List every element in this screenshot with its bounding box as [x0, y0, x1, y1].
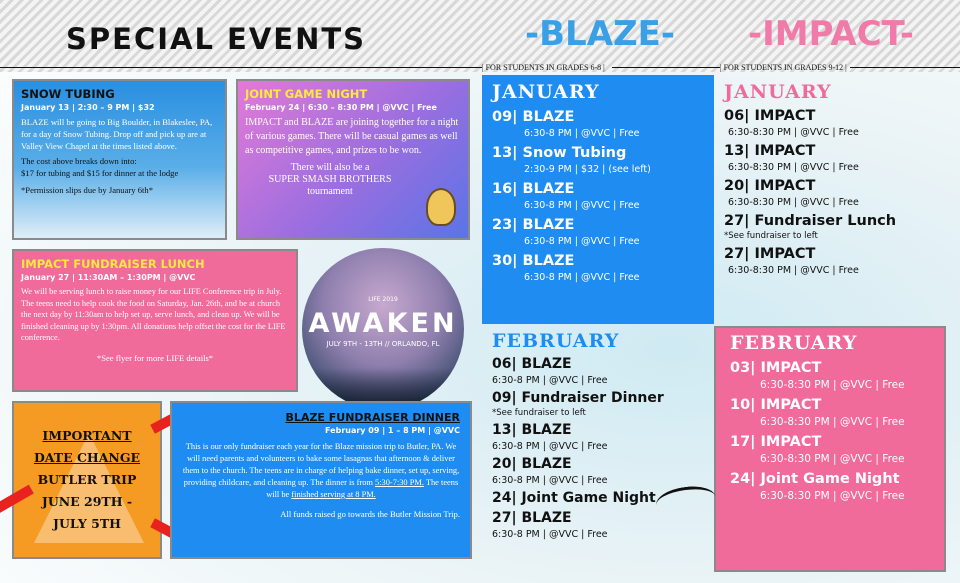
joint-text4: tournament: [307, 186, 353, 197]
event-name: 06| IMPACT: [724, 108, 816, 124]
snow-title: SNOW TUBING: [21, 87, 115, 101]
snow-cost2: $17 for tubing and $15 for dinner at the lodge: [21, 168, 179, 178]
impact-feb-list: [730, 360, 930, 502]
event-name: 24| Joint Game Night: [730, 471, 900, 487]
event-detail: 6:30-8 PM | @VVC | Free: [524, 128, 640, 139]
dinner-text2: The teens will be: [266, 478, 459, 499]
event-detail: 6:30-8 PM | @VVC | Free: [524, 200, 640, 211]
dinner-finished: finished serving at 8 PM.: [291, 490, 376, 499]
event-name: 17| IMPACT: [730, 434, 822, 450]
event-name: 06| BLAZE: [492, 356, 572, 372]
blaze-jan-list: [492, 109, 704, 283]
impact-lunch-box: [12, 249, 298, 392]
event-detail: 6:30-8 PM | @VVC | Free: [524, 236, 640, 247]
divider-line: [0, 67, 482, 68]
event-detail: 6:30-8:30 PM | @VVC | Free: [728, 197, 859, 208]
event-name: 16| BLAZE: [492, 181, 575, 197]
joint-game-night-box: [236, 79, 470, 240]
awaken-title: AWAKEN: [308, 308, 458, 339]
event-name: 13| Snow Tubing: [492, 145, 627, 161]
joint-meta: February 24 | 6:30 – 8:30 PM | @VVC | Free: [245, 103, 437, 112]
event-name: 10| IMPACT: [730, 397, 822, 413]
event-name: 27| Fundraiser Lunch: [724, 213, 897, 229]
event-name: 09| BLAZE: [492, 109, 575, 125]
event-detail: 6:30-8:30 PM | @VVC | Free: [728, 162, 859, 173]
joint-text3: SUPER SMASH BROTHERS: [268, 174, 392, 185]
awaken-sub: JULY 9TH - 13TH // ORLANDO, FL: [326, 340, 440, 348]
event-detail: 6:30-8 PM | @VVC | Free: [492, 441, 608, 452]
lunch-text: We will be serving lunch to raise money for our LIFE Conference trip in July. The teens need to help cook the food on Saturday, Jan. 26th, and be at church the next day by 11:30am to help set up, serve lunch, and clean up. We will be finished cleaning up by 1:30pm. All donations help offset the cost for the LIFE conference.: [21, 287, 286, 343]
dinner-paragraph: [182, 441, 460, 501]
joint-title: JOINT GAME NIGHT: [245, 87, 368, 101]
event-name: 30| BLAZE: [492, 253, 575, 269]
event-note: *See fundraiser to left: [492, 408, 586, 418]
impact-jan-month: JANUARY: [724, 81, 832, 103]
awaken-small: LIFE 2019: [368, 296, 398, 303]
event-detail: 6:30-8:30 PM | @VVC | Free: [728, 265, 859, 276]
page-title: SPECIAL EVENTS: [66, 22, 367, 56]
awaken-logo: [302, 248, 464, 410]
dinner-time: 5:30-7:30 PM.: [375, 478, 424, 487]
important-l4: JUNE 29TH -: [41, 494, 133, 509]
snow-text: BLAZE will be going to Big Boulder, in Blakeslee, PA, for a day of Snow Tubing. Drop off and pick up are at Valley View Chapel at the times listed above.: [21, 117, 213, 151]
divider-line: [850, 67, 960, 68]
event-detail: 6:30-8:30 PM | @VVC | Free: [760, 453, 905, 465]
event-detail: 6:30-8 PM | @VVC | Free: [492, 529, 608, 540]
blaze-january-box: [482, 75, 714, 324]
important-l5: JULY 5TH: [53, 516, 121, 531]
important-box: [12, 401, 162, 559]
event-name: 27| IMPACT: [724, 246, 816, 262]
event-note: *See fundraiser to left: [724, 231, 818, 241]
game-character-icon: [426, 188, 456, 226]
event-name: 13| BLAZE: [492, 422, 572, 438]
event-name: 09| Fundraiser Dinner: [492, 390, 664, 406]
event-detail: 6:30-8 PM | @VVC | Free: [524, 272, 640, 283]
dinner-footer: All funds raised go towards the Butler Mission Trip.: [280, 509, 460, 519]
important-l2: DATE CHANGE: [33, 450, 141, 465]
dinner-meta: February 09 | 1 – 8 PM | @VVC: [325, 426, 460, 435]
blaze-dinner-box: [170, 401, 472, 559]
event-detail: 6:30-8 PM | @VVC | Free: [492, 375, 608, 386]
blaze-february-box: [482, 326, 714, 574]
blaze-feb-month: FEBRUARY: [492, 330, 620, 352]
snow-permission: *Permission slips due by January 6th*: [21, 185, 154, 195]
blaze-jan-month: JANUARY: [492, 81, 600, 103]
dinner-title: BLAZE FUNDRAISER DINNER: [285, 411, 460, 424]
event-name: 03| IMPACT: [730, 360, 822, 376]
event-detail: 6:30-8:30 PM | @VVC | Free: [728, 127, 859, 138]
important-l3: BUTLER TRIP: [37, 472, 137, 487]
snow-tubing-box: [12, 79, 227, 240]
event-name: 24| Joint Game Night: [492, 490, 656, 506]
blaze-grades: | FOR STUDENTS IN GRADES 6-8 |: [482, 63, 605, 72]
blaze-heading: -BLAZE-: [525, 14, 675, 54]
lunch-title: IMPACT FUNDRAISER LUNCH: [21, 257, 205, 271]
event-detail: 6:30-8:30 PM | @VVC | Free: [760, 490, 905, 502]
event-name: 20| IMPACT: [724, 178, 816, 194]
dinner-text1: This is our only fundraiser each year for the Blaze mission trip to Butler, PA. We will need parents and volunteers to bake some lasagnas that afternoon & deliver them to the church. The teens are in charge of helping bake dinner, set up, serving, providing childcare, and cleaning up. The dinner is from: [182, 442, 460, 487]
event-name: 20| BLAZE: [492, 456, 572, 472]
event-name: 23| BLAZE: [492, 217, 575, 233]
impact-grades: | FOR STUDENTS IN GRADES 9-12 |: [720, 63, 847, 72]
impact-feb-month: FEBRUARY: [730, 332, 858, 354]
joint-text: IMPACT and BLAZE are joining together for a night of various games. There will be casual games as well as competitive games, and prizes to be won.: [245, 117, 459, 156]
event-name: 13| IMPACT: [724, 143, 816, 159]
event-detail: 2:30-9 PM | $32 | (see left): [524, 164, 651, 175]
important-l1: IMPORTANT: [42, 428, 132, 443]
event-detail: 6:30-8 PM | @VVC | Free: [492, 475, 608, 486]
impact-february-box: [714, 326, 946, 572]
event-detail: 6:30-8:30 PM | @VVC | Free: [760, 416, 905, 428]
impact-january-box: [714, 75, 950, 324]
event-detail: 6:30-8:30 PM | @VVC | Free: [760, 379, 905, 391]
snow-cost1: The cost above breaks down into:: [21, 156, 137, 166]
impact-heading: -IMPACT-: [748, 14, 914, 54]
joint-text2: There will also be a: [290, 162, 370, 173]
event-name: 27| BLAZE: [492, 510, 572, 526]
snow-meta: January 13 | 2:30 – 9 PM | $32: [21, 103, 155, 112]
lunch-meta: January 27 | 11:30AM – 1:30PM | @VVC: [21, 273, 196, 282]
impact-jan-list: [724, 108, 940, 276]
lunch-note: *See flyer for more LIFE details*: [96, 352, 214, 363]
divider-line: [612, 67, 720, 68]
